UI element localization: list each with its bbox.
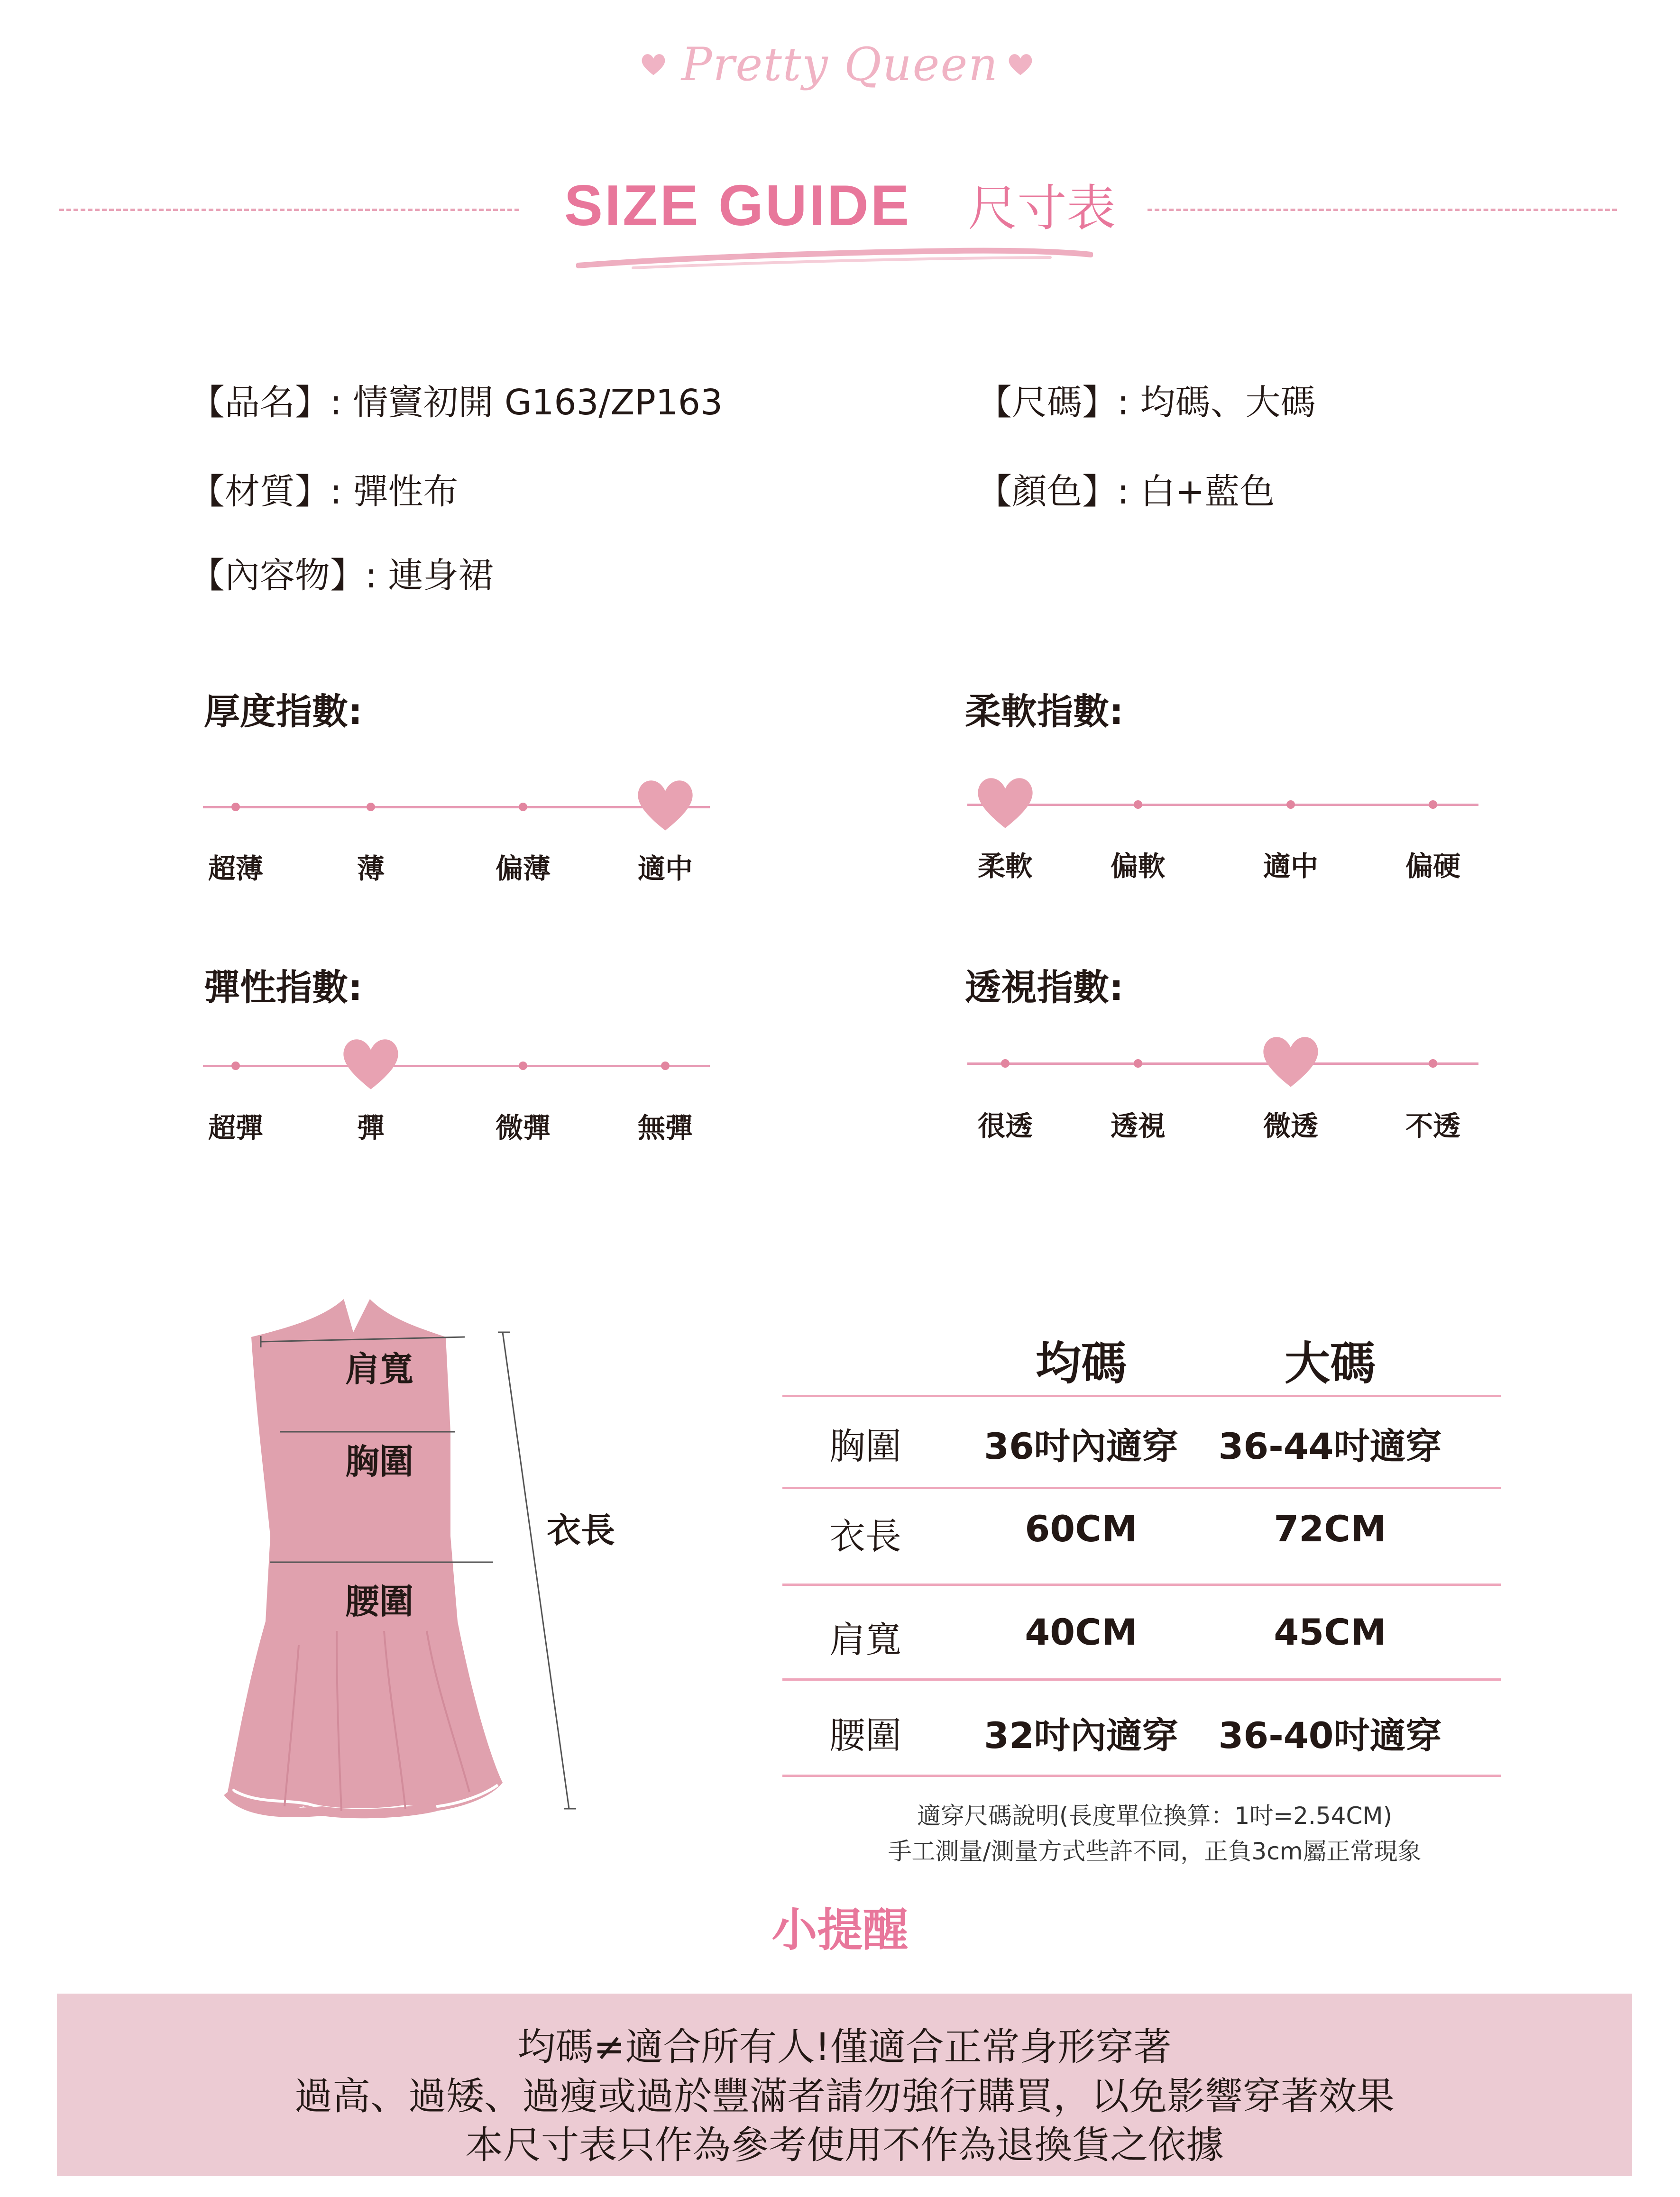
heart-right-icon <box>1007 51 1034 78</box>
thickness-option-label: 薄 <box>357 852 385 885</box>
softness-selected-heart-icon <box>974 771 1036 833</box>
elasticity-option-label: 無彈 <box>637 1112 693 1144</box>
softness-scale-dot <box>1134 800 1142 809</box>
table-cell-chest-large: 36-44吋適穿 <box>1218 1425 1442 1467</box>
product-name: 【品名】: 情竇初開 G163/ZP163 <box>190 382 723 423</box>
softness-title: 柔軟指數: <box>965 690 1124 732</box>
thickness-option-label: 超薄 <box>208 852 263 885</box>
dress-label-waist: 腰圍 <box>345 1582 413 1621</box>
elasticity-title: 彈性指數: <box>204 966 363 1008</box>
dress-label-length: 衣長 <box>546 1510 615 1550</box>
thickness-scale-line <box>203 806 710 808</box>
page-title <box>0 168 1680 239</box>
dress-label-chest: 胸圍 <box>345 1442 413 1482</box>
thickness-scale-dot <box>231 803 240 811</box>
table-header-large: 大碼 <box>1285 1337 1376 1390</box>
softness-option-label: 柔軟 <box>977 850 1033 882</box>
table-header-one-size: 均碼 <box>1036 1337 1127 1390</box>
table-row-shoulder-label: 肩寬 <box>829 1619 901 1661</box>
transparency-scale-line <box>967 1062 1478 1065</box>
table-cell-shoulder-large: 45CM <box>1274 1611 1386 1653</box>
table-line-0 <box>782 1395 1501 1397</box>
softness-option-label: 偏軟 <box>1110 850 1166 882</box>
softness-scale-dot <box>1429 800 1437 809</box>
softness-scale-line <box>967 804 1478 806</box>
transparency-option-label: 微透 <box>1263 1110 1318 1142</box>
thickness-option-label: 偏薄 <box>495 852 551 885</box>
table-row-waist-label: 腰圍 <box>829 1714 901 1757</box>
transparency-option-label: 透視 <box>1110 1110 1166 1142</box>
title-brush-underline <box>576 244 1093 273</box>
transparency-title: 透視指數: <box>965 966 1124 1008</box>
softness-scale-dot <box>1286 800 1295 809</box>
elasticity-scale-dot <box>231 1062 240 1070</box>
table-line-3 <box>782 1678 1501 1681</box>
title-en: SIZE GUIDE <box>564 173 911 238</box>
table-cell-chest-one-size: 36吋內適穿 <box>984 1425 1178 1467</box>
table-note-tolerance: 手工測量/測量方式些許不同，正負3cm屬正常現象 <box>888 1838 1422 1865</box>
transparency-scale-dot <box>1001 1059 1010 1068</box>
elasticity-scale-line <box>203 1065 710 1067</box>
table-note-conversion: 適穿尺碼說明(長度單位換算：1吋=2.54CM) <box>917 1802 1393 1830</box>
elasticity-option-label: 微彈 <box>495 1112 551 1144</box>
brand-logo: Pretty Queen <box>681 38 999 91</box>
reminder-line-3: 本尺寸表只作為參考使用不作為退換貨之依據 <box>465 2123 1224 2167</box>
elasticity-option-label: 彈 <box>357 1112 385 1144</box>
table-row-chest-label: 胸圍 <box>829 1425 901 1467</box>
table-line-1 <box>782 1487 1501 1489</box>
table-line-2 <box>782 1584 1501 1586</box>
reminder-line-1: 均碼≠適合所有人!僅適合正常身形穿著 <box>517 2025 1172 2069</box>
reminder-title: 小提醒 <box>771 1904 909 1957</box>
elasticity-option-label: 超彈 <box>208 1112 263 1144</box>
softness-option-label: 偏硬 <box>1405 850 1460 882</box>
transparency-scale-dot <box>1134 1059 1142 1068</box>
product-color: 【顏色】: 白+藍色 <box>977 471 1275 512</box>
table-cell-length-large: 72CM <box>1274 1508 1386 1550</box>
table-cell-shoulder-one-size: 40CM <box>1025 1611 1138 1653</box>
elasticity-selected-heart-icon <box>340 1033 402 1094</box>
elasticity-scale-dot <box>519 1062 527 1070</box>
table-row-length-label: 衣長 <box>829 1515 901 1557</box>
thickness-scale-dot <box>367 803 375 811</box>
transparency-selected-heart-icon <box>1260 1030 1322 1092</box>
thickness-selected-heart-icon <box>634 774 696 835</box>
elasticity-scale-dot <box>661 1062 670 1070</box>
product-material: 【材質】: 彈性布 <box>190 471 459 512</box>
reminder-line-2: 過高、過矮、過瘦或過於豐滿者請勿強行購買，以免影響穿著效果 <box>294 2074 1395 2118</box>
softness-option-label: 適中 <box>1263 850 1318 882</box>
product-contents: 【內容物】: 連身裙 <box>190 555 494 596</box>
product-size: 【尺碼】: 均碼、大碼 <box>977 382 1316 423</box>
table-cell-waist-one-size: 32吋內適穿 <box>984 1714 1178 1757</box>
transparency-scale-dot <box>1429 1059 1437 1068</box>
thickness-option-label: 適中 <box>637 852 693 885</box>
thickness-scale-dot <box>519 803 527 811</box>
dress-label-shoulder: 肩寬 <box>345 1349 413 1389</box>
title-zh: 尺寸表 <box>968 179 1116 237</box>
table-line-4 <box>782 1775 1501 1777</box>
table-cell-length-one-size: 60CM <box>1025 1508 1138 1550</box>
transparency-option-label: 很透 <box>977 1110 1033 1142</box>
table-cell-waist-large: 36-40吋適穿 <box>1218 1714 1442 1757</box>
transparency-option-label: 不透 <box>1405 1110 1460 1142</box>
thickness-title: 厚度指數: <box>204 690 363 732</box>
